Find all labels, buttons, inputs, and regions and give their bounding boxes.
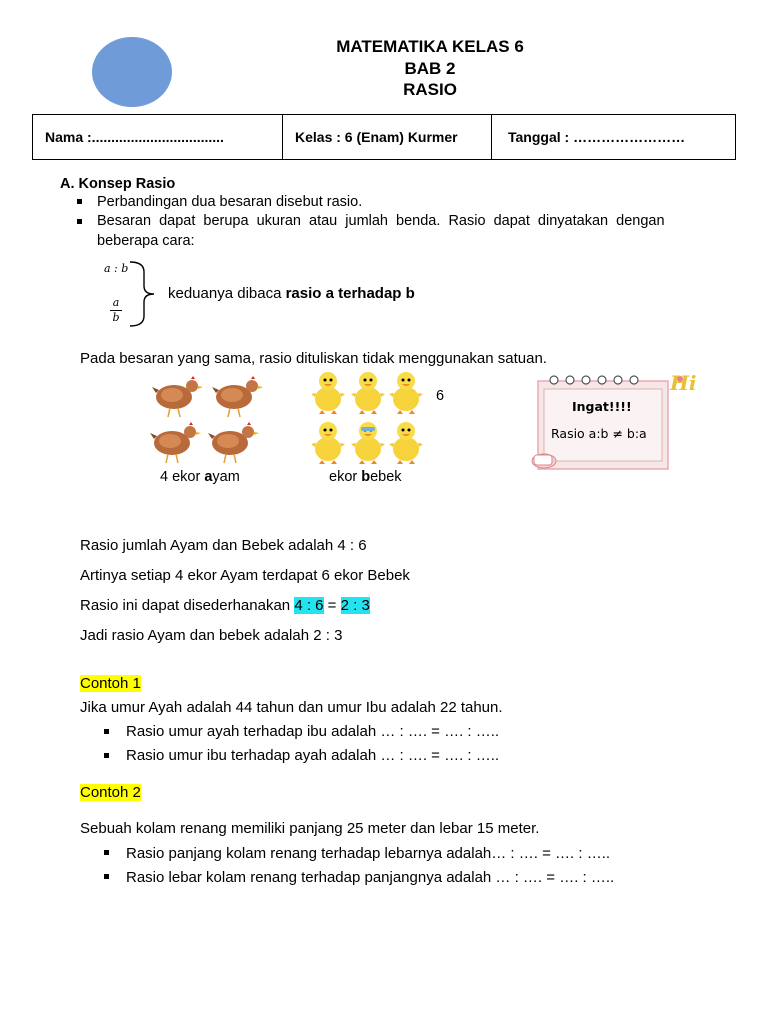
bebek-caption-bold: b bbox=[361, 469, 371, 485]
ratio-highlight-2-3: 2 : 3 bbox=[340, 597, 370, 614]
title-chapter: BAB 2 bbox=[404, 59, 456, 78]
chickens-image bbox=[150, 373, 266, 469]
duckling-3 bbox=[389, 372, 423, 414]
hi-sticker: Hi bbox=[670, 371, 697, 395]
curly-brace bbox=[128, 260, 162, 330]
bebek-caption-pre: ekor bbox=[329, 469, 362, 485]
hen-3 bbox=[150, 422, 201, 463]
ratio-conclusion: Jadi rasio Ayam dan bebek adalah 2 : 3 bbox=[80, 627, 343, 644]
duckling-1 bbox=[312, 372, 345, 414]
student-info-box bbox=[32, 114, 736, 160]
duckling-6 bbox=[389, 422, 423, 464]
duck-count: 6 bbox=[436, 388, 445, 404]
ratio-statement: Rasio jumlah Ayam dan Bebek adalah 4 : 6 bbox=[80, 537, 367, 554]
hen-4 bbox=[208, 422, 259, 463]
brace-reading-plain: keduanya dibaca bbox=[168, 285, 286, 302]
kelas-field: Kelas : 6 (Enam) Kurmer bbox=[282, 115, 491, 159]
contoh-2-item-2: Rasio lebar kolam renang terhadap panjangnya adalah … : …. = …. : ….. bbox=[126, 869, 615, 886]
definition-text: Perbandingan dua besaran disebut rasio. bbox=[97, 194, 363, 210]
fraction-denominator: b bbox=[112, 311, 120, 324]
contoh-1-item-1: Rasio umur ayah terhadap ibu adalah … : …. = …. : ….. bbox=[126, 723, 500, 740]
hen-1 bbox=[152, 376, 203, 417]
title-subject: MATEMATIKA KELAS 6 bbox=[336, 37, 524, 56]
ratio-simplify bbox=[80, 596, 370, 616]
ratio-meaning: Artinya setiap 4 ekor Ayam terdapat 6 ekor Bebek bbox=[80, 567, 410, 584]
ratio-simplify-eq: = bbox=[323, 597, 341, 614]
bullet-marker bbox=[104, 753, 109, 758]
nama-field[interactable]: Nama :.................................. bbox=[45, 129, 224, 145]
bebek-caption bbox=[329, 468, 402, 487]
title-topic: RASIO bbox=[403, 80, 457, 99]
ayam-caption bbox=[160, 468, 240, 487]
bullet-marker bbox=[104, 874, 109, 879]
bullet-marker bbox=[77, 199, 82, 204]
tanggal-field[interactable]: Tanggal : …………………… bbox=[491, 115, 735, 159]
brace-reading bbox=[168, 284, 415, 304]
ingat-body: Rasio a:b ≠ b:a bbox=[551, 426, 647, 441]
brace-reading-bold: rasio a terhadap b bbox=[285, 285, 415, 302]
bullet-marker bbox=[104, 729, 109, 734]
ayam-caption-pre: 4 ekor bbox=[160, 469, 205, 485]
section-a-heading: A. Konsep Rasio bbox=[60, 176, 176, 192]
besaran-text-line1: Besaran dapat berupa ukuran atau jumlah benda. Rasio dapat dinyatakan dengan bbox=[97, 213, 665, 229]
fraction-numerator: a bbox=[112, 296, 120, 309]
ingat-title: Ingat!!!! bbox=[572, 399, 632, 414]
duckling-2 bbox=[351, 372, 385, 414]
contoh-1-question: Jika umur Ayah adalah 44 tahun dan umur Ibu adalah 22 tahun. bbox=[80, 699, 503, 716]
contoh-1-label-text: Contoh 1 bbox=[80, 675, 141, 692]
notation-a-colon-b: a : b bbox=[104, 262, 129, 275]
ratio-simplify-pre: Rasio ini dapat disederhanakan bbox=[80, 597, 295, 614]
contoh-2-question: Sebuah kolam renang memiliki panjang 25 meter dan lebar 15 meter. bbox=[80, 820, 540, 837]
bullet-marker bbox=[77, 219, 82, 224]
contoh-1-label bbox=[80, 674, 141, 694]
fraction-a-over-b bbox=[110, 297, 122, 324]
ayam-caption-post: yam bbox=[212, 469, 240, 485]
contoh-2-label bbox=[80, 783, 141, 803]
ducklings-image bbox=[312, 369, 426, 467]
hen-2 bbox=[212, 376, 263, 417]
ayam-caption-bold: a bbox=[204, 469, 213, 485]
contoh-2-label-text: Contoh 2 bbox=[80, 784, 141, 801]
ingat-note-card bbox=[530, 371, 697, 478]
besaran-text-line2: beberapa cara: bbox=[97, 233, 195, 249]
satuan-note: Pada besaran yang sama, rasio dituliskan tidak menggunakan satuan. bbox=[80, 350, 547, 367]
contoh-1-item-2: Rasio umur ibu terhadap ayah adalah … : …. = …. : ….. bbox=[126, 747, 500, 764]
duckling-4 bbox=[312, 422, 345, 464]
bebek-caption-post: ebek bbox=[370, 469, 402, 485]
ratio-highlight-4-6: 4 : 6 bbox=[294, 597, 324, 614]
contoh-2-item-1: Rasio panjang kolam renang terhadap lebarnya adalah… : …. = …. : ….. bbox=[126, 845, 611, 862]
bullet-marker bbox=[104, 850, 109, 855]
goggles-icon bbox=[361, 427, 375, 431]
